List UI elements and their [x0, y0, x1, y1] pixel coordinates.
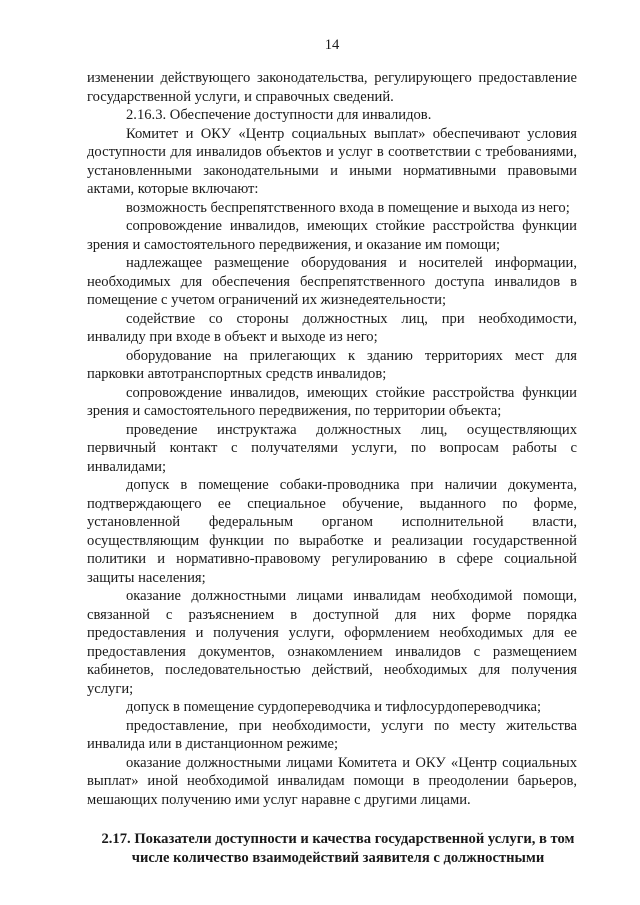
list-item-parking: оборудование на прилегающих к зданию территориях мест для парковки автотранспортных средств инвалидов;: [87, 347, 577, 382]
page-number: 14: [324, 37, 340, 53]
list-item-escort-territory: сопровождение инвалидов, имеющих стойкие расстройства функции зрения и самостоятельного передвижения, по территории объекта;: [87, 384, 577, 419]
list-item-guide-dog: допуск в помещение собаки-проводника при наличии документа, подтверждающего ее специальное обучение, выданного по форме, установленной федеральным органом исполнительной власти, осуществляющим функции по выработке и реализации государственной политики и нормативно-правовому регулированию в сфере социальной защиты населения;: [87, 477, 577, 586]
list-item-staff-briefing: проведение инструктажа должностных лиц, осуществляющих первичный контакт с получателями услуги, по вопросам работы с инвалидами;: [87, 421, 577, 475]
list-item-entrance: возможность беспрепятственного входа в помещение и выхода из него;: [126, 199, 570, 216]
list-item-remote-service: предоставление, при необходимости, услуги по месту жительства инвалида или в дистанционном режиме;: [87, 717, 577, 752]
section-2-17-heading: 2.17. Показатели доступности и качества государственной услуги, в том числе количество взаимодействий заявителя с должностными: [101, 831, 575, 866]
document-page: [87, 36, 577, 867]
list-item-staff-assistance: содействие со стороны должностных лиц, при необходимости, инвалиду при входе в объект и выходе из него;: [87, 310, 577, 345]
list-item-sign-interpreter: допуск в помещение сурдопереводчика и тифлосурдопереводчика;: [126, 699, 542, 715]
section-2-16-3-title: 2.16.3. Обеспечение доступности для инвалидов.: [126, 107, 432, 123]
paragraph-continuation: изменении действующего законодательства, регулирующего предоставление государственной услуги, и справочных сведений.: [87, 70, 577, 105]
paragraph-intro: Комитет и ОКУ «Центр социальных выплат» обеспечивают условия доступности для инвалидов объектов и услуг в соответствии с требованиями, установленными законодательными и иными нормативными правовыми актами, которые включают:: [87, 125, 577, 197]
list-item-equipment-placement: надлежащее размещение оборудования и носителей информации, необходимых для обеспечения беспрепятственного доступа инвалидов в помещение с учетом ограничений их жизнедеятельности;: [87, 255, 577, 308]
list-item-escort-help: сопровождение инвалидов, имеющих стойкие расстройства функции зрения и самостоятельного передвижения, и оказание им помощи;: [87, 218, 577, 253]
list-item-explanation-help: оказание должностными лицами инвалидам необходимой помощи, связанной с разъяснением в доступной для них форме порядка предоставления и получения услуги, оформлением необходимых для ее предоставления документов, ознакомлением инвалидов с размещением кабинетов, последовательностью действий, необходимых для получения услуги;: [87, 588, 577, 697]
list-item-other-help: оказание должностными лицами Комитета и ОКУ «Центр социальных выплат» иной необходимой инвалидам помощи в преодолении барьеров, мешающих получению ими услуг наравне с другими лицами.: [87, 754, 577, 808]
